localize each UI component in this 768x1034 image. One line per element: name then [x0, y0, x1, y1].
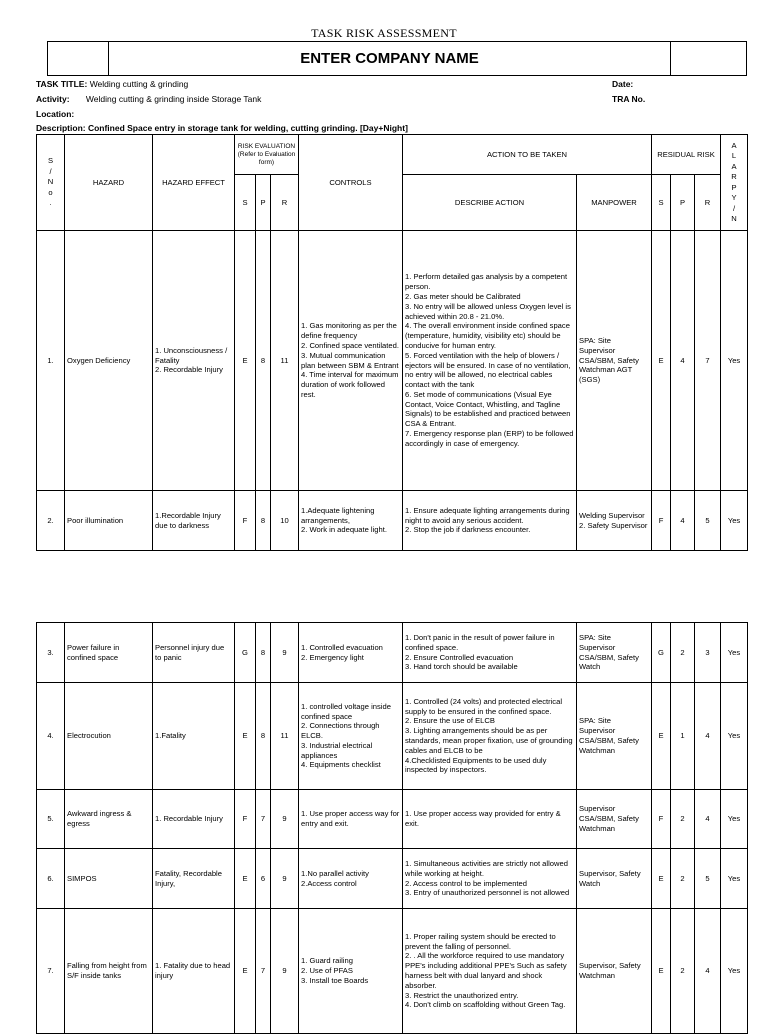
manpower-cell: Supervisor CSA/SBM, Safety Watchman — [577, 790, 652, 849]
location-line — [36, 109, 74, 119]
residual-r-cell: 3 — [695, 623, 721, 683]
manpower-cell: Supervisor, Safety Watch — [577, 849, 652, 909]
residual-r-cell: 4 — [695, 790, 721, 849]
page1-rows — [37, 231, 748, 551]
col-p: P — [256, 175, 271, 231]
task-title-line — [36, 79, 188, 89]
col-residual-s: S — [652, 175, 671, 231]
description-line — [36, 123, 408, 133]
table-row — [37, 790, 748, 849]
col-residual-r: R — [695, 175, 721, 231]
alarp-cell: Yes — [721, 231, 748, 491]
description-text: Description: Confined Space entry in storage tank for welding, cutting grinding. [Day+Night] — [36, 123, 408, 133]
controls-cell: 1. controlled voltage inside confined space 2. Connections through ELCB. 3. Industrial electrical appliances 4. Equipments checklist — [299, 683, 403, 790]
table-row — [37, 909, 748, 1034]
controls-cell: 1.No parallel activity 2.Access control — [299, 849, 403, 909]
residual-s-cell: E — [652, 683, 671, 790]
alarp-cell: Yes — [721, 491, 748, 551]
hazard-effect-cell: 1. Unconsciousness / Fatality 2. Recordable Injury — [153, 231, 235, 491]
residual-s-cell: G — [652, 623, 671, 683]
risk-r-cell: 11 — [271, 683, 299, 790]
residual-s-cell: E — [652, 231, 671, 491]
manpower-cell: SPA: Site Supervisor CSA/SBM, Safety Watchman — [577, 683, 652, 790]
col-residual-risk: RESIDUAL RISK — [652, 135, 721, 175]
residual-p-cell: 2 — [671, 849, 695, 909]
action-cell: 1. Ensure adequate lighting arrangements during night to avoid any serious accident. 2. Stop the job if darkness encounter. — [403, 491, 577, 551]
hazard-cell: Electrocution — [65, 683, 153, 790]
page2-rows — [37, 623, 748, 1034]
col-residual-p: P — [671, 175, 695, 231]
risk-r-cell: 9 — [271, 623, 299, 683]
residual-r-cell: 4 — [695, 683, 721, 790]
table-row — [37, 683, 748, 790]
logo-cell-right — [671, 42, 747, 76]
col-describe-action: DESCRIBE ACTION — [403, 175, 577, 231]
manpower-cell: Welding Supervisor 2. Safety Supervisor — [577, 491, 652, 551]
action-cell: 1. Perform detailed gas analysis by a competent person. 2. Gas meter should be Calibrated 3. No entry will be allowed unless Oxygen level is achieved within 20.8 - 21.0%. 4. The overall environment inside confined space (temperature, humidity, visibility etc) should be conducive for human entry. 5. Forced ventilation with the help of blowers / ejectors will be ensured. In case of no ventilation, no entry will be allowed, no electrical cables contact with the tank 6. Set mode of communications (Visual Eye Contact, Voice Contact, Whistling, and Tagline Signals) to be established and practiced between CSA & Entrant. 7. Emergency response plan (ERP) to be followed accordingly in case of emergency. — [403, 231, 577, 491]
risk-p-cell: 7 — [256, 909, 271, 1034]
table-row — [37, 231, 748, 491]
hazard-cell: SIMPOS — [65, 849, 153, 909]
residual-s-cell: F — [652, 491, 671, 551]
col-controls: CONTROLS — [299, 135, 403, 231]
row-number: 6. — [37, 849, 65, 909]
hazard-cell: Falling from height from S/F inside tanks — [65, 909, 153, 1034]
residual-p-cell: 2 — [671, 623, 695, 683]
date-label: Date: — [612, 79, 634, 89]
risk-s-cell: E — [235, 683, 256, 790]
alarp-cell: Yes — [721, 623, 748, 683]
residual-s-cell: E — [652, 909, 671, 1034]
table-row — [37, 623, 748, 683]
task-title-value: Welding cutting & grinding — [89, 79, 189, 89]
residual-p-cell: 4 — [671, 491, 695, 551]
activity-value: Welding cutting & grinding inside Storage Tank — [85, 94, 262, 104]
col-s: S — [235, 175, 256, 231]
risk-s-cell: G — [235, 623, 256, 683]
risk-p-cell: 8 — [256, 491, 271, 551]
table-row — [37, 849, 748, 909]
risk-p-cell: 8 — [256, 623, 271, 683]
location-label: Location: — [36, 109, 75, 119]
tra-number-label: TRA No. — [612, 94, 646, 104]
col-hazard-effect: HAZARD EFFECT — [153, 135, 235, 231]
controls-cell: 1. Use proper access way for entry and exit. — [299, 790, 403, 849]
hazard-effect-cell: Fatality, Recordable Injury, — [153, 849, 235, 909]
action-cell: 1. Proper railing system should be erected to prevent the falling of personnel. 2. . All the workforce required to use mandatory PPE's including additional PPE's Such as safety harness belt with dual lanyard and shock absorber. 3. Restrict the unauthorized entry. 4. Don't climb on scaffolding without Green Tag. — [403, 909, 577, 1034]
risk-r-cell: 9 — [271, 909, 299, 1034]
risk-s-cell: E — [235, 909, 256, 1034]
col-hazard: HAZARD — [65, 135, 153, 231]
residual-r-cell: 5 — [695, 849, 721, 909]
controls-cell: 1. Controlled evacuation 2. Emergency light — [299, 623, 403, 683]
hazard-cell: Oxygen Deficiency — [65, 231, 153, 491]
hazard-cell: Awkward ingress & egress — [65, 790, 153, 849]
risk-s-cell: F — [235, 790, 256, 849]
controls-cell: 1. Guard railing 2. Use of PFAS 3. Install toe Boards — [299, 909, 403, 1034]
col-action: ACTION TO BE TAKEN — [403, 135, 652, 175]
action-cell: 1. Use proper access way provided for entry & exit. — [403, 790, 577, 849]
risk-table-page2 — [36, 622, 748, 1034]
alarp-cell: Yes — [721, 790, 748, 849]
hazard-effect-cell: 1.Recordable Injury due to darkness — [153, 491, 235, 551]
residual-s-cell: E — [652, 849, 671, 909]
col-r: R — [271, 175, 299, 231]
hazard-effect-cell: 1. Recordable Injury — [153, 790, 235, 849]
risk-p-cell: 7 — [256, 790, 271, 849]
company-header-table — [47, 41, 747, 76]
risk-p-cell: 6 — [256, 849, 271, 909]
manpower-cell: SPA: Site Supervisor CSA/SBM, Safety Watchman AGT (SGS) — [577, 231, 652, 491]
residual-p-cell: 4 — [671, 231, 695, 491]
hazard-cell: Power failure in confined space — [65, 623, 153, 683]
hazard-cell: Poor illumination — [65, 491, 153, 551]
action-cell: 1. Simultaneous activities are strictly not allowed while working at height. 2. Access control to be implemented 3. Entry of unauthorized personnel is not allowed — [403, 849, 577, 909]
row-number: 2. — [37, 491, 65, 551]
risk-r-cell: 11 — [271, 231, 299, 491]
company-name: ENTER COMPANY NAME — [109, 42, 671, 76]
logo-cell-left — [48, 42, 109, 76]
controls-cell: 1. Gas monitoring as per the define frequency 2. Confined space ventilated. 3. Mutual communication plan between SBM & Entrant 4. Time interval for maximum duration of work followed rest. — [299, 231, 403, 491]
col-manpower: MANPOWER — [577, 175, 652, 231]
task-title-label: TASK TITLE: — [36, 79, 88, 89]
residual-s-cell: F — [652, 790, 671, 849]
alarp-cell: Yes — [721, 683, 748, 790]
row-number: 7. — [37, 909, 65, 1034]
hazard-effect-cell: Personnel injury due to panic — [153, 623, 235, 683]
risk-r-cell: 9 — [271, 790, 299, 849]
risk-r-cell: 10 — [271, 491, 299, 551]
residual-p-cell: 1 — [671, 683, 695, 790]
row-number: 5. — [37, 790, 65, 849]
manpower-cell: Supervisor, Safety Watchman — [577, 909, 652, 1034]
residual-r-cell: 7 — [695, 231, 721, 491]
hazard-effect-cell: 1.Fatality — [153, 683, 235, 790]
alarp-cell: Yes — [721, 909, 748, 1034]
residual-r-cell: 4 — [695, 909, 721, 1034]
residual-p-cell: 2 — [671, 790, 695, 849]
activity-label: Activity: — [36, 94, 70, 104]
risk-s-cell: E — [235, 849, 256, 909]
risk-p-cell: 8 — [256, 683, 271, 790]
row-number: 4. — [37, 683, 65, 790]
residual-r-cell: 5 — [695, 491, 721, 551]
row-number: 3. — [37, 623, 65, 683]
action-cell: 1. Don't panic in the result of power failure in confined space. 2. Ensure Controlled evacuation 3. Hand torch should be available — [403, 623, 577, 683]
risk-p-cell: 8 — [256, 231, 271, 491]
col-sno: S / N o . — [37, 135, 65, 231]
controls-cell: 1.Adequate lightening arrangements, 2. Work in adequate light. — [299, 491, 403, 551]
risk-table-page1 — [36, 134, 748, 551]
col-risk-evaluation: RISK EVALUATION (Refer to Evaluation form) — [235, 135, 299, 175]
page-title: TASK RISK ASSESSMENT — [311, 26, 457, 40]
risk-s-cell: E — [235, 231, 256, 491]
alarp-cell: Yes — [721, 849, 748, 909]
hazard-effect-cell: 1. Fatality due to head injury — [153, 909, 235, 1034]
row-number: 1. — [37, 231, 65, 491]
risk-r-cell: 9 — [271, 849, 299, 909]
manpower-cell: SPA: Site Supervisor CSA/SBM, Safety Watch — [577, 623, 652, 683]
table-row — [37, 491, 748, 551]
risk-s-cell: F — [235, 491, 256, 551]
residual-p-cell: 2 — [671, 909, 695, 1034]
activity-line — [36, 94, 261, 104]
action-cell: 1. Controlled (24 volts) and protected electrical supply to be ensured in the confined space. 2. Ensure the use of ELCB 3. Lighting arrangements should be as per standards, mean proper fixation, use of grounding cables and ELCB to be 4.Checklisted Equipments to be used duly inspected by inspectors. — [403, 683, 577, 790]
col-alarp: A L A R P Y / N — [721, 135, 748, 231]
